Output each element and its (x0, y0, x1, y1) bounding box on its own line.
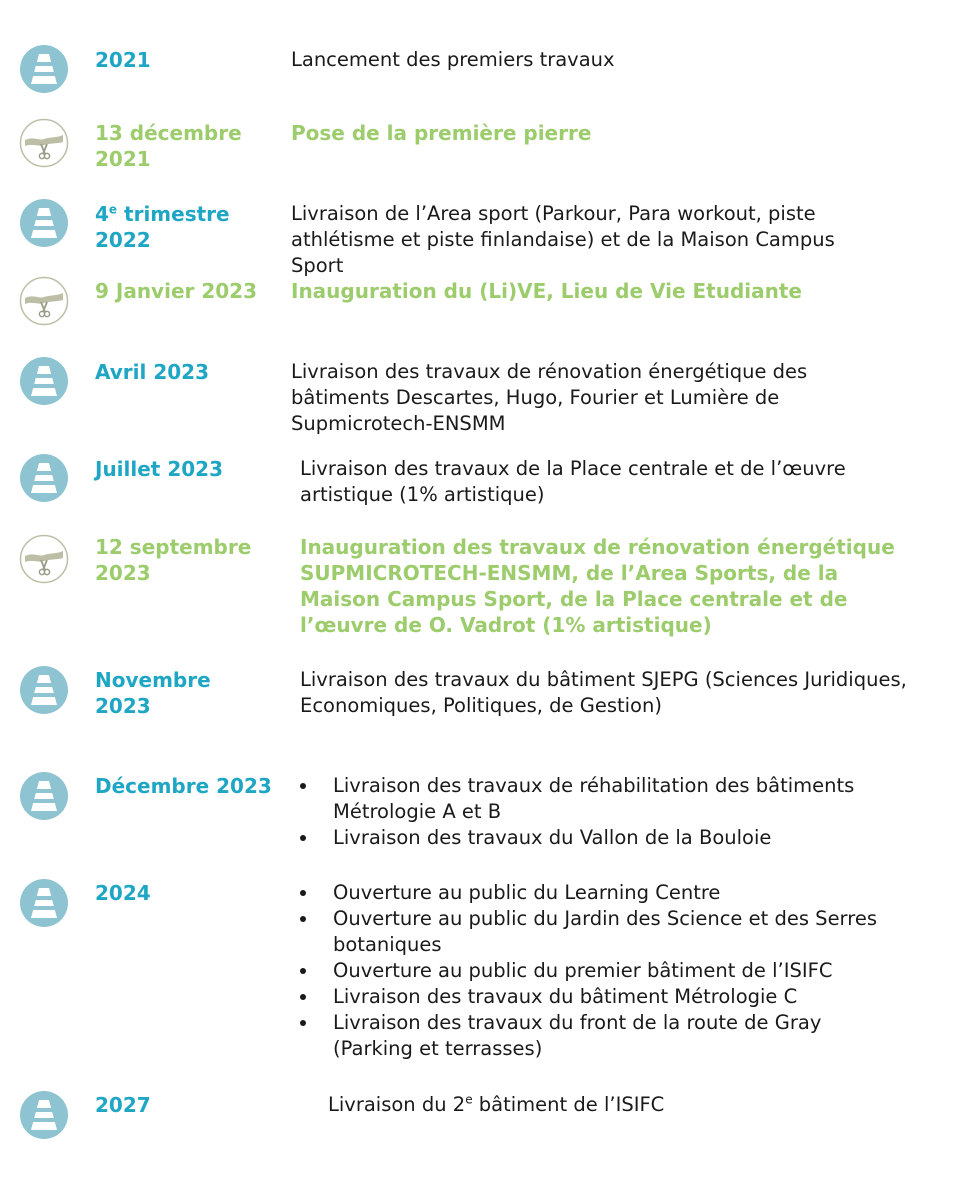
entry-date: 12 septembre 2023 (95, 535, 252, 585)
ribbon-scissors-icon (19, 118, 69, 168)
ribbon-scissors-icon (19, 534, 69, 584)
entry-date: Décembre 2023 (95, 774, 272, 798)
list-item: Ouverture au public du premier bâtiment de l’ISIFC (297, 958, 897, 984)
ribbon-scissors-icon (19, 276, 69, 326)
traffic-cone-icon (19, 771, 69, 821)
list-item: Ouverture au public du Learning Centre (297, 880, 897, 906)
traffic-cone-icon (19, 1090, 69, 1140)
list-item: Ouverture au public du Jardin des Science et des Serres botaniques (297, 906, 897, 958)
entry-description: Livraison du 2e bâtiment de l’ISIFC (328, 1092, 665, 1116)
entry-description: Livraison de l’Area sport (Parkour, Para workout, piste athlétisme et piste finlandaise) et de la Maison Campus Sport (291, 202, 835, 277)
entry-bullet-list (297, 880, 897, 1062)
entry-description: Livraison des travaux du bâtiment SJEPG (Sciences Juridiques, Economiques, Politiques, de Gestion) (300, 668, 907, 717)
entry-date: 2021 (95, 48, 151, 72)
entry-bullet-list (297, 773, 877, 851)
list-item: Livraison des travaux du front de la route de Gray (Parking et terrasses) (297, 1010, 897, 1062)
entry-description: Inauguration du (Li)VE, Lieu de Vie Etudiante (291, 279, 802, 303)
entry-description: Pose de la première pierre (291, 121, 592, 145)
entry-description: Livraison des travaux de la Place centrale et de l’œuvre artistique (1% artistique) (300, 457, 846, 506)
list-item: Livraison des travaux du Vallon de la Bouloie (297, 825, 877, 851)
entry-description: Lancement des premiers travaux (291, 48, 615, 71)
entry-description: Livraison des travaux de rénovation énergétique des bâtiments Descartes, Hugo, Fourier et Lumière de Supmicrotech-ENSMM (291, 360, 808, 435)
traffic-cone-icon (19, 44, 69, 94)
list-item: Livraison des travaux du bâtiment Métrologie C (297, 984, 897, 1010)
entry-date: Novembre 2023 (95, 668, 211, 718)
traffic-cone-icon (19, 878, 69, 928)
entry-date: Avril 2023 (95, 360, 210, 384)
traffic-cone-icon (19, 665, 69, 715)
entry-date: 4e trimestre 2022 (95, 202, 230, 252)
entry-date: 9 Janvier 2023 (95, 279, 258, 303)
entry-date: 13 décembre 2021 (95, 121, 242, 171)
traffic-cone-icon (19, 453, 69, 503)
entry-date: Juillet 2023 (95, 457, 223, 481)
entry-description: Inauguration des travaux de rénovation énergétique SUPMICROTECH-ENSMM, de l’Area Sports, de la Maison Campus Sport, de la Place centrale et de l’œuvre de O. Vadrot (1% artistique) (300, 535, 895, 637)
entry-date: 2027 (95, 1093, 151, 1117)
traffic-cone-icon (19, 198, 69, 248)
entry-date: 2024 (95, 881, 151, 905)
traffic-cone-icon (19, 356, 69, 406)
list-item: Livraison des travaux de réhabilitation des bâtiments Métrologie A et B (297, 773, 877, 825)
